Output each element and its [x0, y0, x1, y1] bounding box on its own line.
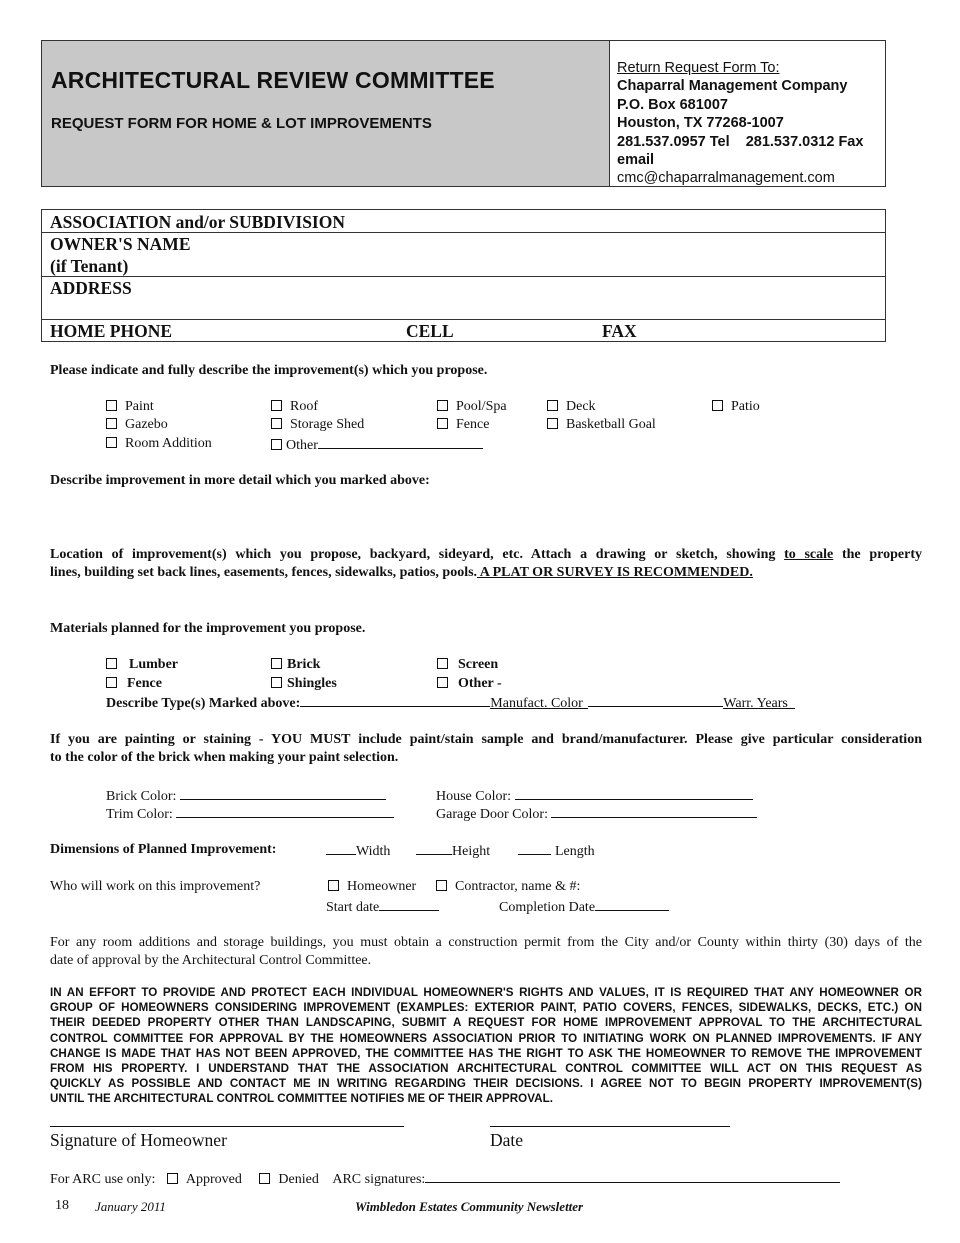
form-title: ARCHITECTURAL REVIEW COMMITTEE — [51, 67, 495, 93]
header-title-panel — [42, 41, 610, 186]
checkbox[interactable] — [328, 880, 339, 891]
signature-label: Signature of Homeowner — [50, 1130, 227, 1150]
city-line: Houston, TX 77268-1007 — [617, 115, 784, 132]
po-box: P.O. Box 681007 — [617, 96, 728, 113]
option-patio[interactable]: Patio — [712, 399, 760, 415]
form-subtitle: REQUEST FORM FOR HOME & LOT IMPROVEMENTS — [51, 115, 432, 132]
brick-color-row: Brick Color: — [106, 787, 386, 805]
arc-approved-option[interactable]: Approved — [167, 1172, 242, 1187]
warranty-years-blank[interactable]: Warr. Years — [723, 696, 795, 709]
garage-color-blank[interactable] — [551, 805, 757, 818]
phone-line: 281.537.0957 Tel 281.537.0312 Fax — [617, 133, 864, 150]
painting-line-1: If you are painting or staining - YOU MUST include paint/stain sample and brand/manufacturer. Please give particular consideration — [50, 732, 922, 747]
owner-name-label: OWNER'S NAME — [50, 234, 191, 254]
permit-line-1: For any room additions and storage buildings, you must obtain a construction permit from the City and/or County within thirty (30) days of the — [50, 935, 922, 950]
checkbox[interactable] — [547, 400, 558, 411]
describe-types-row: Describe Type(s) Marked above: Manufact. Color Warr. Years — [106, 694, 795, 712]
email-label: email — [617, 152, 655, 169]
option-gazebo[interactable]: Gazebo — [106, 417, 168, 433]
describe-prompt: Describe improvement in more detail which you marked above: — [50, 473, 430, 488]
option-basketball-goal[interactable]: Basketball Goal — [547, 417, 656, 433]
notice-line: CONTROL COMMITTEE FOR APPROVAL BY THE HOMEOWNERS ASSOCIATION PRIOR TO INITIATING WORK ON PLANNED IMPROVEMENTS. IF ANY — [50, 1031, 922, 1045]
notice-line: FROM HIS PROPERTY. I UNDERSTAND THAT THE ASSOCIATION ARCHITECTURAL CONTROL COMMITTEE WILL ACT ON THIS REQUEST AS — [50, 1062, 922, 1076]
start-date-blank[interactable] — [379, 898, 439, 911]
permit-line-2: date of approval by the Architectural Control Committee. — [50, 953, 372, 968]
checkbox[interactable] — [106, 658, 117, 669]
company-name: Chaparral Management Company — [617, 78, 848, 95]
height-blank[interactable] — [416, 842, 452, 855]
improvements-prompt: Please indicate and fully describe the improvement(s) which you propose. — [50, 363, 488, 378]
checkbox[interactable] — [106, 400, 117, 411]
checkbox[interactable] — [437, 677, 448, 688]
tenant-label: (if Tenant) — [50, 256, 129, 276]
row-divider — [42, 276, 885, 277]
width-field: Width — [326, 842, 390, 860]
completion-date-blank[interactable] — [595, 898, 669, 911]
checkbox[interactable] — [106, 677, 117, 688]
checkbox[interactable] — [436, 880, 447, 891]
checkbox[interactable] — [106, 437, 117, 448]
materials-prompt: Materials planned for the improvement you propose. — [50, 621, 366, 636]
checkbox[interactable] — [271, 439, 282, 450]
address-label: ADDRESS — [50, 278, 132, 298]
location-line-1: Location of improvement(s) which you propose, backyard, sideyard, etc. Attach a drawing or sketch, showing to scale the property — [50, 547, 922, 562]
checkbox[interactable] — [167, 1173, 178, 1184]
color-blank[interactable] — [588, 694, 723, 707]
checkbox[interactable] — [271, 677, 282, 688]
trim-color-blank[interactable] — [176, 805, 394, 818]
option-storage-shed[interactable]: Storage Shed — [271, 417, 364, 433]
option-other[interactable]: Other — [271, 436, 483, 454]
material-screen[interactable]: Screen — [437, 657, 498, 673]
arc-denied-option[interactable]: Denied — [259, 1172, 318, 1187]
arc-signatures-blank[interactable] — [425, 1170, 840, 1183]
contractor-option[interactable]: Contractor, name & #: — [436, 879, 580, 895]
material-brick[interactable]: Brick — [271, 657, 320, 673]
dimensions-label: Dimensions of Planned Improvement: — [50, 842, 277, 857]
homeowner-option[interactable]: Homeowner — [328, 879, 416, 895]
checkbox[interactable] — [106, 418, 117, 429]
completion-date-row: Completion Date — [499, 898, 669, 916]
painting-line-2: to the color of the brick when making your paint selection. — [50, 750, 399, 765]
home-phone-label: HOME PHONE — [50, 321, 173, 341]
cell-label: CELL — [406, 321, 454, 341]
plat-recommendation: A PLAT OR SURVEY IS RECOMMENDED. — [477, 565, 753, 580]
worker-question: Who will work on this improvement? — [50, 879, 261, 894]
notice-line: THEIR DEEDED PROPERTY OTHER THAN LANDSCAPING, SUBMIT A REQUEST FOR HOME IMPROVEMENT APPROVAL TO THE ARCHITECTURAL — [50, 1016, 922, 1030]
owner-info-table — [41, 209, 886, 342]
material-lumber[interactable]: Lumber — [106, 657, 178, 673]
type-blank[interactable] — [300, 694, 490, 707]
other-blank[interactable] — [318, 436, 483, 449]
house-color-row: House Color: — [436, 787, 753, 805]
brick-color-blank[interactable] — [180, 787, 386, 800]
row-divider — [42, 232, 885, 233]
option-deck[interactable]: Deck — [547, 399, 596, 415]
material-other[interactable]: Other - — [437, 676, 502, 692]
checkbox[interactable] — [437, 418, 448, 429]
garage-color-row: Garage Door Color: — [436, 805, 757, 823]
to-scale: to scale — [784, 547, 834, 562]
date-line[interactable] — [490, 1126, 730, 1127]
email-address: cmc@chaparralmanagement.com — [617, 170, 835, 187]
house-color-blank[interactable] — [515, 787, 753, 800]
length-field: Length — [518, 842, 595, 860]
notice-line: QUICKLY AS POSSIBLE AND CONTACT ME IN WRITING REGARDING THEIR DECISIONS. I AGREE NOT TO BEGIN PROPERTY IMPROVEMENT(S) — [50, 1077, 922, 1091]
notice-line: CHANGE IS MADE THAT HAS NOT BEEN APPROVED, THE COMMITTEE HAS THE RIGHT TO ASK THE HOMEOWNER TO REMOVE THE IMPROVEMENT — [50, 1046, 922, 1060]
start-date-row: Start date — [326, 898, 439, 916]
return-address-block — [617, 59, 863, 188]
footer-date: January 2011 — [95, 1199, 166, 1214]
signature-line[interactable] — [50, 1126, 404, 1127]
legal-notice — [50, 985, 922, 1107]
option-room-addition[interactable]: Room Addition — [106, 436, 212, 452]
row-divider — [42, 319, 885, 320]
checkbox[interactable] — [712, 400, 723, 411]
option-roof[interactable]: Roof — [271, 399, 318, 415]
notice-line: UNTIL THE ARCHITECTURAL CONTROL COMMITTEE NOTIFIES ME OF THEIR APPROVAL. — [50, 1092, 553, 1106]
manufacturer-color-blank[interactable]: Manufact. Color — [490, 696, 588, 709]
option-paint[interactable]: Paint — [106, 399, 154, 415]
fax-label: FAX — [602, 321, 637, 341]
arc-use-row — [50, 1170, 840, 1188]
arc-signatures-label: ARC signatures: — [332, 1172, 426, 1187]
location-line-2: lines, building set back lines, easements, fences, sidewalks, patios, pools. A PLAT OR SURVEY IS RECOMMENDED. — [50, 565, 753, 580]
return-label: Return Request Form To: — [617, 60, 780, 76]
arc-use-label: For ARC use only: — [50, 1172, 156, 1187]
checkbox[interactable] — [271, 400, 282, 411]
option-fence[interactable]: Fence — [437, 417, 489, 433]
notice-line: GROUP OF HOMEOWNERS CONSIDERING IMPROVEMENT (EXAMPLES: EXTERIOR PAINT, PATIO COVERS, FENCES, SIDEWALKS, DECKS, ETC.) ON — [50, 1001, 922, 1015]
checkbox[interactable] — [437, 658, 448, 669]
option-pool-spa[interactable]: Pool/Spa — [437, 399, 507, 415]
trim-color-row: Trim Color: — [106, 805, 394, 823]
checkbox[interactable] — [271, 418, 282, 429]
material-fence[interactable]: Fence — [106, 676, 162, 692]
checkbox[interactable] — [259, 1173, 270, 1184]
newsletter-name: Wimbledon Estates Community Newsletter — [355, 1199, 584, 1214]
checkbox[interactable] — [547, 418, 558, 429]
material-shingles[interactable]: Shingles — [271, 676, 337, 692]
checkbox[interactable] — [437, 400, 448, 411]
length-blank[interactable] — [518, 842, 551, 855]
checkbox[interactable] — [271, 658, 282, 669]
width-blank[interactable] — [326, 842, 356, 855]
height-field: Height — [416, 842, 490, 860]
notice-line: IN AN EFFORT TO PROVIDE AND PROTECT EACH INDIVIDUAL HOMEOWNER'S RIGHTS AND VALUES, IT IS REQUIRED THAT ANY HOMEOWNER OR — [50, 986, 922, 999]
date-label: Date — [490, 1130, 524, 1150]
association-label: ASSOCIATION and/or SUBDIVISION — [50, 212, 345, 232]
form-header — [41, 40, 886, 187]
page-number: 18 — [55, 1198, 69, 1213]
